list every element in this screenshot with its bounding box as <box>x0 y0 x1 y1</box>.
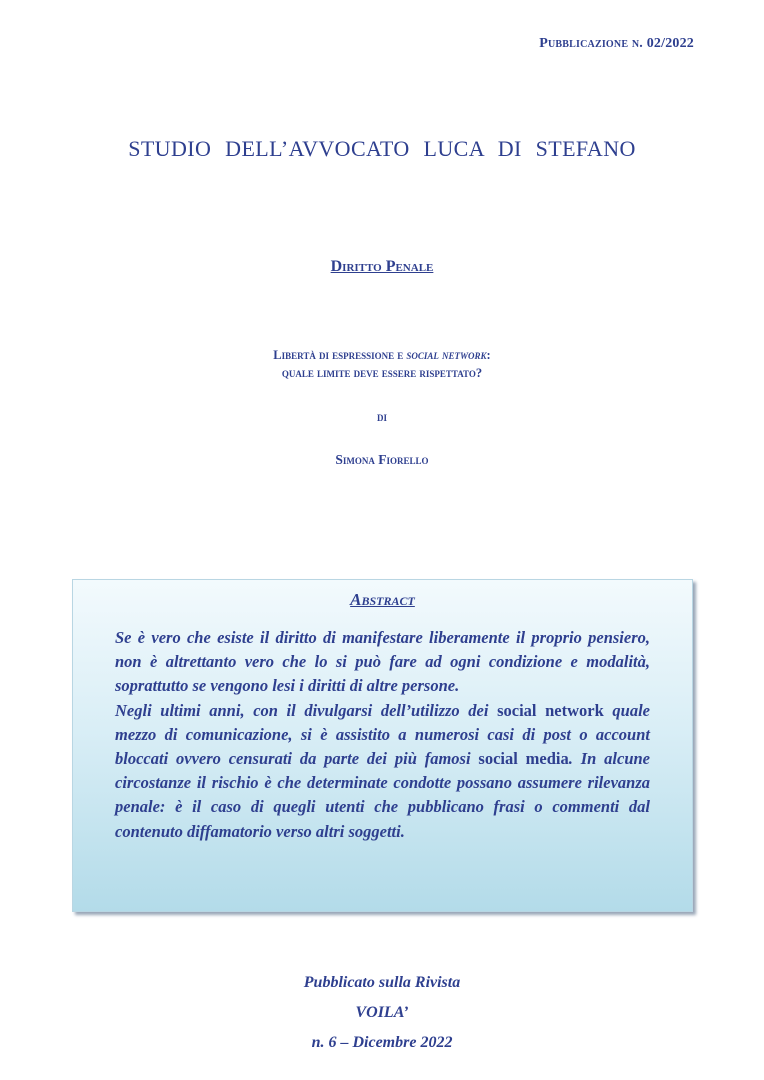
publication-footer <box>0 968 764 1058</box>
article-title-line1 <box>0 346 764 364</box>
abstract-paragraph-1: Se è vero che esiste il diritto di manifestare liberamente il proprio pensiero, non è altrettanto vero che lo si può fare ad ogni condizione e modalità, soprattutto se vengono lesi i diritti di altre persone. <box>115 628 650 696</box>
abstract-paragraph-2 <box>115 699 650 844</box>
footer-journal-name: VOILA’ <box>355 1004 409 1021</box>
abstract-p2-e: . In alcune circostanze il rischio è che determinate condotte possano assumere rilevanza penale: è il caso di quegli utenti che pubblicano frasi o commenti dal contenuto diffamatorio verso altri soggetti. <box>115 749 650 841</box>
firm-name: STUDIO DELL’AVVOCATO LUCA DI STEFANO <box>128 136 636 161</box>
by-label: di <box>376 410 387 424</box>
abstract-p2-a: Negli ultimi anni, con il divulgarsi dell’utilizzo dei <box>115 700 498 720</box>
article-title-line1-part1: Libertà di espressione e <box>273 348 407 362</box>
article-title <box>0 346 764 382</box>
abstract-p2-social-network: social network <box>497 700 604 720</box>
abstract-heading: Abstract <box>350 590 415 609</box>
abstract-box <box>72 579 693 912</box>
article-title-line1-part2: : <box>486 348 491 362</box>
author-name: Simona Fiorello <box>335 452 429 467</box>
article-title-line2: quale limite deve essere rispettato? <box>281 366 483 380</box>
footer-issue: n. 6 – Dicembre 2022 <box>311 1034 453 1051</box>
publication-number: Pubblicazione n. 02/2022 <box>539 36 694 51</box>
footer-line-1: Pubblicato sulla Rivista <box>303 974 461 991</box>
abstract-p2-social-media: social media <box>478 749 569 769</box>
abstract-p2-c: quale mezzo di comunicazione, si è assistito a numerosi casi di post o account bloccati ovvero censurati da parte dei più famosi <box>115 700 650 769</box>
section-title: Diritto Penale <box>330 258 434 275</box>
article-title-line1-italic: social network <box>406 348 487 362</box>
